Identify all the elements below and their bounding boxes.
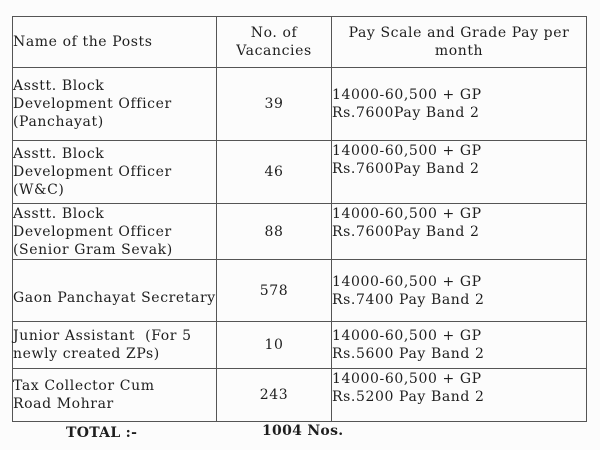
vacancy-count: 46 xyxy=(217,141,332,204)
post-name: Asstt. Block Development Officer (Panchayat) xyxy=(13,68,217,141)
post-name: Tax Collector Cum Road Mohrar xyxy=(13,369,217,422)
post-name: Asstt. Block Development Officer (W&C) xyxy=(13,141,217,204)
table-row xyxy=(13,204,587,260)
table-row xyxy=(13,369,587,422)
post-name: Junior Assistant (For 5 newly created ZPs) xyxy=(13,322,217,369)
table-row xyxy=(13,141,587,204)
vacancy-count: 243 xyxy=(217,369,332,422)
pay-scale: 14000-60,500 + GP Rs.5200 Pay Band 2 xyxy=(332,369,587,422)
header-name-of-posts: Name of the Posts xyxy=(13,17,217,68)
vacancy-count: 88 xyxy=(217,204,332,260)
table-row xyxy=(13,322,587,369)
pay-scale: 14000-60,500 + GP Rs.7600Pay Band 2 xyxy=(332,204,587,260)
pay-scale: 14000-60,500 + GP Rs.7600Pay Band 2 xyxy=(332,141,587,204)
pay-scale: 14000-60,500 + GP Rs.5600 Pay Band 2 xyxy=(332,322,587,369)
table-header-row xyxy=(13,17,587,68)
table-row xyxy=(13,260,587,322)
pay-scale: 14000-60,500 + GP Rs.7400 Pay Band 2 xyxy=(332,260,587,322)
table-row xyxy=(13,68,587,141)
total-label: TOTAL :- xyxy=(66,425,138,441)
vacancy-table xyxy=(12,16,587,422)
vacancy-count: 39 xyxy=(217,68,332,141)
vacancy-count: 578 xyxy=(217,260,332,322)
post-name: Asstt. Block Development Officer (Senior Gram Sevak) xyxy=(13,204,217,260)
post-name: Gaon Panchayat Secretary xyxy=(13,260,217,322)
total-value: 1004 Nos. xyxy=(262,423,344,439)
header-no-of-vacancies: No. of Vacancies xyxy=(217,17,332,68)
vacancy-count: 10 xyxy=(217,322,332,369)
header-pay-scale: Pay Scale and Grade Pay per month xyxy=(332,17,587,68)
pay-scale: 14000-60,500 + GP Rs.7600Pay Band 2 xyxy=(332,68,587,141)
